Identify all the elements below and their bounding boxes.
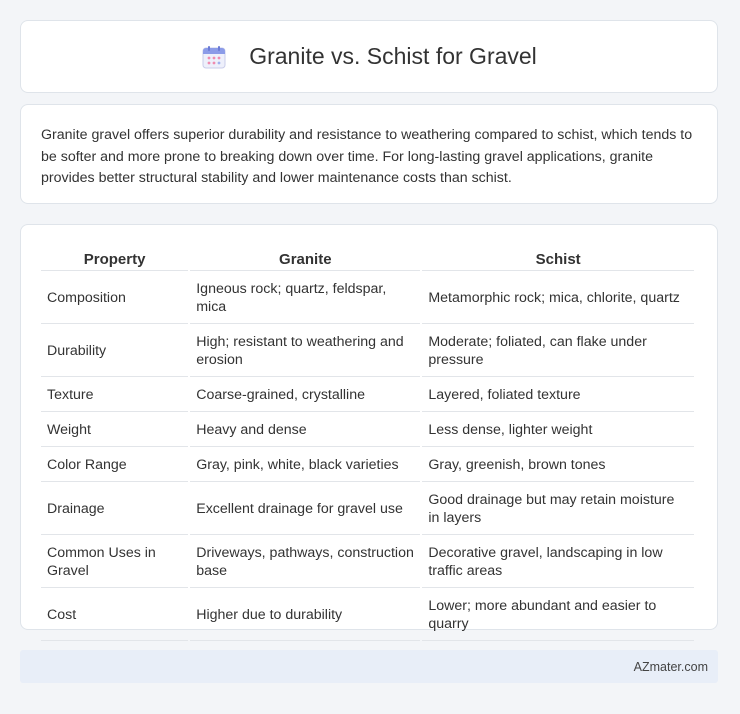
row-schist: Layered, foliated texture — [422, 379, 694, 412]
row-property: Durability — [41, 326, 188, 377]
row-property: Texture — [41, 379, 188, 412]
table-row — [41, 326, 694, 377]
row-granite: Heavy and dense — [190, 414, 420, 447]
table-row — [41, 590, 694, 641]
comparison-table — [39, 243, 696, 643]
row-granite: Higher due to durability — [190, 590, 420, 641]
summary-text: Granite gravel offers superior durability and resistance to weathering compared to schist, which tends to be softer and more prone to breaking down over time. For long-lasting gravel applications, granite provides better structural stability and lower maintenance costs than schist. — [41, 127, 693, 187]
table-row — [41, 379, 694, 412]
footer — [20, 650, 718, 683]
calendar-icon — [201, 44, 227, 70]
row-property: Weight — [41, 414, 188, 447]
row-granite: Gray, pink, white, black varieties — [190, 449, 420, 482]
row-property: Drainage — [41, 484, 188, 535]
page-title: Granite vs. Schist for Gravel — [249, 43, 537, 69]
comparison-table-card — [20, 224, 718, 630]
table-header-row — [41, 245, 694, 271]
row-granite: High; resistant to weathering and erosion — [190, 326, 420, 377]
row-schist: Good drainage but may retain moisture in layers — [422, 484, 694, 535]
row-granite: Igneous rock; quartz, feldspar, mica — [190, 273, 420, 324]
header-schist: Schist — [422, 245, 694, 271]
row-schist: Gray, greenish, brown tones — [422, 449, 694, 482]
title-card — [20, 20, 718, 93]
row-granite: Excellent drainage for gravel use — [190, 484, 420, 535]
table-row — [41, 537, 694, 588]
table-row — [41, 449, 694, 482]
table-row — [41, 414, 694, 447]
header-property: Property — [41, 245, 188, 271]
table-row — [41, 484, 694, 535]
row-schist: Metamorphic rock; mica, chlorite, quartz — [422, 273, 694, 324]
row-schist: Less dense, lighter weight — [422, 414, 694, 447]
row-schist: Moderate; foliated, can flake under pressure — [422, 326, 694, 377]
row-granite: Driveways, pathways, construction base — [190, 537, 420, 588]
row-schist: Lower; more abundant and easier to quarry — [422, 590, 694, 641]
row-property: Color Range — [41, 449, 188, 482]
row-property: Common Uses in Gravel — [41, 537, 188, 588]
footer-brand: AZmater.com — [633, 659, 708, 674]
summary-card — [20, 104, 718, 204]
header-granite: Granite — [190, 245, 420, 271]
row-property: Cost — [41, 590, 188, 641]
row-property: Composition — [41, 273, 188, 324]
table-row — [41, 273, 694, 324]
row-granite: Coarse-grained, crystalline — [190, 379, 420, 412]
row-schist: Decorative gravel, landscaping in low traffic areas — [422, 537, 694, 588]
